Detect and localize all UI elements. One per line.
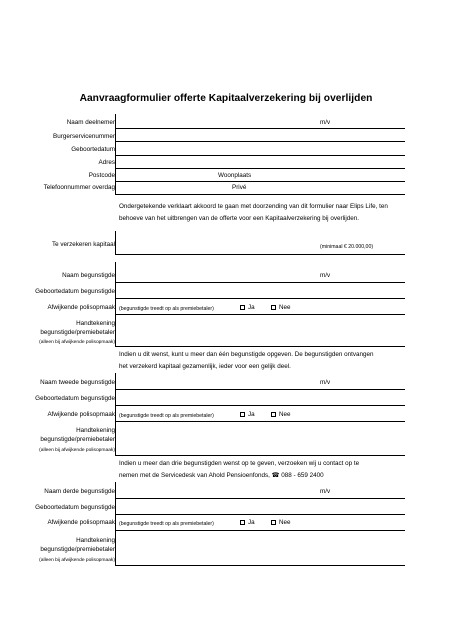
info-1-line-1: Indien u dit wenst, kunt u meer dan één begunstigde opgeven. De begunstigden ontvangen [119, 351, 374, 358]
field-geboortedatum-tweede[interactable] [115, 405, 405, 406]
label-geboortedatum-tweede: Geboortedatum begunstigde [35, 395, 115, 402]
label-naam-derde-begunstigde: Naam derde begunstigde [44, 488, 115, 495]
label-handtekening-tweede-3: (alleen bij afwijkende polisopmaak) [39, 448, 115, 453]
kapitaal-field-border [115, 231, 116, 255]
field-telefoon[interactable] [115, 194, 405, 195]
field-naam-tweede-begunstigde[interactable] [115, 389, 405, 390]
option-nee-label: Nee [279, 304, 291, 311]
mv-begunstigde: m/v [320, 272, 331, 279]
label-woonplaats: Woonplaats [218, 172, 252, 179]
option-ja-label: Ja [248, 304, 255, 311]
label-naam-begunstigde: Naam begunstigde [62, 272, 115, 279]
label-geboortedatum-derde: Geboortedatum begunstigde [35, 504, 115, 511]
info-2-text: nemen met de Servicedesk van Ahold Pensioenfonds, [119, 471, 270, 479]
afwijkende-note-tweede: (begunstigde treedt op als premiebetaler) [119, 413, 214, 419]
checkbox-ja-tweede[interactable] [240, 412, 245, 417]
option-nee[interactable] [271, 304, 291, 311]
declaration-text [119, 201, 409, 224]
label-adres: Adres [98, 159, 115, 166]
label-handtekening-3: (alleen bij afwijkende polisopmaak) [39, 340, 115, 345]
field-handtekening-tweede[interactable] [115, 455, 405, 456]
field-kapitaal[interactable] [115, 254, 405, 255]
label-afwijkende-derde: Afwijkende polisopmaak [47, 519, 115, 526]
info-contact-servicedesk [119, 458, 409, 481]
label-handtekening-tweede-2: begunstigde/premiebetaler [40, 436, 115, 443]
info-multiple-beneficiaries [119, 349, 409, 372]
field-geboortedatum[interactable] [115, 155, 405, 156]
field-geboortedatum-derde[interactable] [115, 514, 405, 515]
option-ja[interactable] [240, 304, 255, 311]
servicedesk-phone: 088 - 659 2400 [281, 471, 324, 479]
field-geboortedatum-begunstigde[interactable] [115, 298, 405, 299]
checkbox-ja[interactable] [240, 305, 245, 310]
label-afwijkende-tweede: Afwijkende polisopmaak [47, 411, 115, 418]
field-handtekening-derde[interactable] [115, 565, 405, 566]
label-handtekening-derde-1: Handtekening [76, 537, 115, 544]
label-kapitaal: Te verzekeren kapitaal [51, 241, 115, 248]
checkbox-ja-derde[interactable] [240, 520, 245, 525]
info-2-line-2 [119, 470, 409, 482]
label-afwijkende-polisopmaak: Afwijkende polisopmaak [47, 304, 115, 311]
declaration-line-2: behoeve van het uitbrengen van de offerte voor een Kapitaalverzekering bij overlijden. [119, 214, 360, 222]
mv-derde-begunstigde: m/v [320, 488, 331, 495]
declaration-line-1: Ondergetekende verklaart akkoord te gaan met doorzending van dit formulier naar Elips Life, ten [119, 203, 388, 210]
field-afwijkende-derde [115, 530, 405, 531]
label-handtekening-derde-2: begunstigde/premiebetaler [40, 546, 115, 553]
field-naam-derde-begunstigde[interactable] [115, 498, 405, 499]
field-adres[interactable] [115, 168, 405, 169]
label-naam-tweede-begunstigde: Naam tweede begunstigde [40, 379, 115, 386]
kapitaal-note: (minimaal € 20.000,00) [320, 244, 374, 250]
label-handtekening-1: Handtekening [76, 320, 115, 327]
option-nee-tweede-label: Nee [279, 411, 291, 418]
mv-deelnemer: m/v [320, 119, 331, 126]
option-ja-tweede-label: Ja [248, 411, 255, 418]
checkbox-nee-derde[interactable] [271, 520, 276, 525]
info-2-line-1: Indien u meer dan drie begunstigden wenst op te geven, verzoeken wij u contact op te [119, 460, 360, 467]
label-postcode: Postcode [88, 172, 115, 179]
label-geboortedatum: Geboortedatum [71, 146, 115, 153]
beneficiary-1-border [115, 262, 116, 347]
label-handtekening-tweede-1: Handtekening [76, 427, 115, 434]
field-naam-deelnemer[interactable] [115, 128, 405, 129]
option-ja-tweede[interactable] [240, 411, 255, 418]
phone-icon: ☎ [271, 471, 280, 479]
form-title: Aanvraagformulier offerte Kapitaalverzekering bij overlijden [79, 93, 373, 104]
checkbox-nee-tweede[interactable] [271, 412, 276, 417]
label-handtekening-derde-3: (alleen bij afwijkende polisopmaak) [39, 558, 115, 563]
label-handtekening-2: begunstigde/premiebetaler [40, 329, 115, 336]
label-prive: Privé [232, 184, 247, 191]
option-ja-derde-label: Ja [248, 519, 255, 526]
mv-tweede-begunstigde: m/v [320, 379, 331, 386]
afwijkende-note-derde: (begunstigde treedt op als premiebetaler) [119, 521, 214, 527]
info-1-line-2: het verzekerd kapitaal gezamenlijk, ieder voor een gelijk deel. [119, 362, 291, 370]
field-afwijkende [115, 314, 405, 315]
option-nee-derde[interactable] [271, 519, 291, 526]
beneficiary-2-border [115, 373, 116, 456]
beneficiary-3-border [115, 482, 116, 566]
field-naam-begunstigde[interactable] [115, 282, 405, 283]
option-nee-tweede[interactable] [271, 411, 291, 418]
field-bsn[interactable] [115, 141, 405, 142]
checkbox-nee[interactable] [271, 305, 276, 310]
option-nee-derde-label: Nee [279, 519, 291, 526]
label-naam-deelnemer: Naam deelnemer [66, 119, 115, 126]
option-ja-derde[interactable] [240, 519, 255, 526]
field-postcode[interactable] [115, 181, 405, 182]
label-geboortedatum-begunstigde: Geboortedatum begunstigde [35, 288, 115, 295]
field-afwijkende-tweede [115, 421, 405, 422]
afwijkende-note: (begunstigde treedt op als premiebetaler) [119, 306, 214, 312]
field-handtekening[interactable] [115, 346, 405, 347]
label-telefoon: Telefoonnummer overdag [43, 184, 115, 191]
label-bsn: Burgerservicenummer [53, 133, 115, 140]
